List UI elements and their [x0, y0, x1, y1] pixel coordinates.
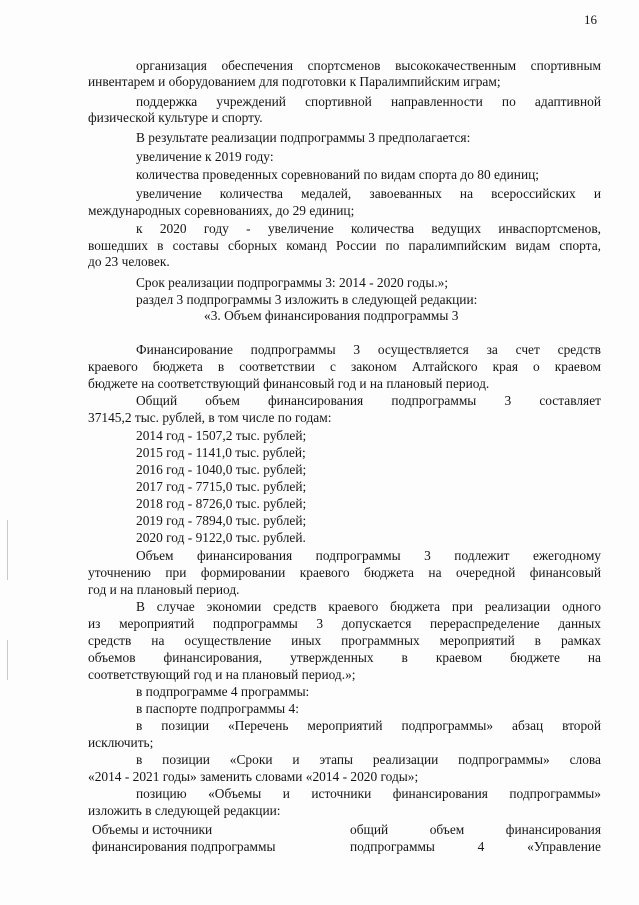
text-line: в позиции «Перечень мероприятий подпрограммы» абзац второй	[136, 718, 601, 733]
text-line: в позиции «Сроки и этапы реализации подпрограммы» слова	[136, 752, 601, 767]
text-line: вошедших в составы сборных команд России по паралимпийским видам спорта,	[88, 238, 601, 253]
text-line: Финансирование подпрограммы 3 осуществляется за счет средств	[136, 342, 601, 357]
text-line: международных соревнованиях, до 29 единиц;	[88, 203, 355, 218]
year-amount: 2014 год - 1507,2 тыс. рублей;	[136, 428, 307, 443]
text-line: увеличение к 2019 году:	[136, 149, 274, 164]
text-line: уточнению при формировании краевого бюджета на очередной финансовый	[88, 565, 601, 580]
text-line: исключить;	[88, 735, 154, 750]
year-amount: 2019 год - 7894,0 тыс. рублей;	[136, 513, 307, 528]
year-amount: 2015 год - 1141,0 тыс. рублей;	[136, 445, 306, 460]
page-number: 16	[584, 12, 597, 27]
text-line: количества проведенных соревнований по видам спорта до 80 единиц;	[136, 167, 539, 182]
text-line: позицию «Объемы и источники финансирования подпрограммы»	[136, 786, 601, 801]
text-line: организация обеспечения спортсменов высококачественным спортивным	[136, 58, 601, 73]
scan-artifact	[7, 520, 8, 580]
text-line: соответствующий год и на плановый период.»;	[88, 667, 356, 682]
text-line: в подпрограмме 4 программы:	[136, 684, 310, 699]
text-line: Объем финансирования подпрограммы 3 подлежит ежегодному	[136, 548, 601, 563]
text-line: В результате реализации подпрограммы 3 предполагается:	[136, 130, 471, 145]
text-line: из мероприятий подпрограммы 3 допускается перераспределение данных	[88, 616, 601, 631]
text-line: инвентарем и оборудованием для подготовки к Паралимпийским играм;	[88, 74, 501, 89]
text-line: поддержка учреждений спортивной направленности по адаптивной	[136, 94, 601, 109]
year-amount: 2020 год - 9122,0 тыс. рублей.	[136, 530, 306, 545]
text-line: Срок реализации подпрограммы 3: 2014 - 2020 годы.»;	[136, 275, 449, 290]
year-amount: 2016 год - 1040,0 тыс. рублей;	[136, 462, 307, 477]
text-line: физической культуре и спорту.	[88, 110, 263, 125]
text-line: год и на плановый период.	[88, 582, 240, 597]
text-line: краевого бюджета в соответствии с законом Алтайского края о краевом	[88, 359, 601, 374]
text-line: в паспорте подпрограммы 4:	[136, 701, 299, 716]
text-line: объемов финансирования, утвержденных в краевом бюджете на	[88, 650, 601, 665]
text-line: к 2020 году - увеличение количества ведущих инваспортсменов,	[136, 221, 601, 236]
table-left-cell: Объемы и источники	[92, 822, 213, 837]
text-line: бюджете на соответствующий финансовый год и на плановый период.	[88, 376, 490, 391]
year-amount: 2018 год - 8726,0 тыс. рублей;	[136, 496, 307, 511]
text-line: Общий объем финансирования подпрограммы 3 составляет	[136, 393, 601, 408]
text-line: изложить в следующей редакции:	[88, 803, 281, 818]
section-heading: «3. Объем финансирования подпрограммы 3	[204, 308, 459, 323]
text-line: средств на осуществление иных программных мероприятий в рамках	[88, 633, 601, 648]
text-line: 37145,2 тыс. рублей, в том числе по годам:	[88, 410, 332, 425]
text-line: до 23 человек.	[88, 254, 170, 269]
text-line: увеличение количества медалей, завоеванных на всероссийских и	[136, 186, 601, 201]
table-right-cell: подпрограммы 4 «Управление	[350, 839, 601, 854]
text-line: В случае экономии средств краевого бюджета при реализации одного	[136, 599, 601, 614]
table-left-cell: финансирования подпрограммы	[92, 839, 276, 854]
text-line: раздел 3 подпрограммы 3 изложить в следующей редакции:	[136, 292, 478, 307]
table-right-cell: общий объем финансирования	[350, 822, 601, 837]
scan-artifact	[7, 640, 8, 680]
text-line: «2014 - 2021 годы» заменить словами «2014 - 2020 годы»;	[88, 769, 419, 784]
year-amount: 2017 год - 7715,0 тыс. рублей;	[136, 479, 307, 494]
